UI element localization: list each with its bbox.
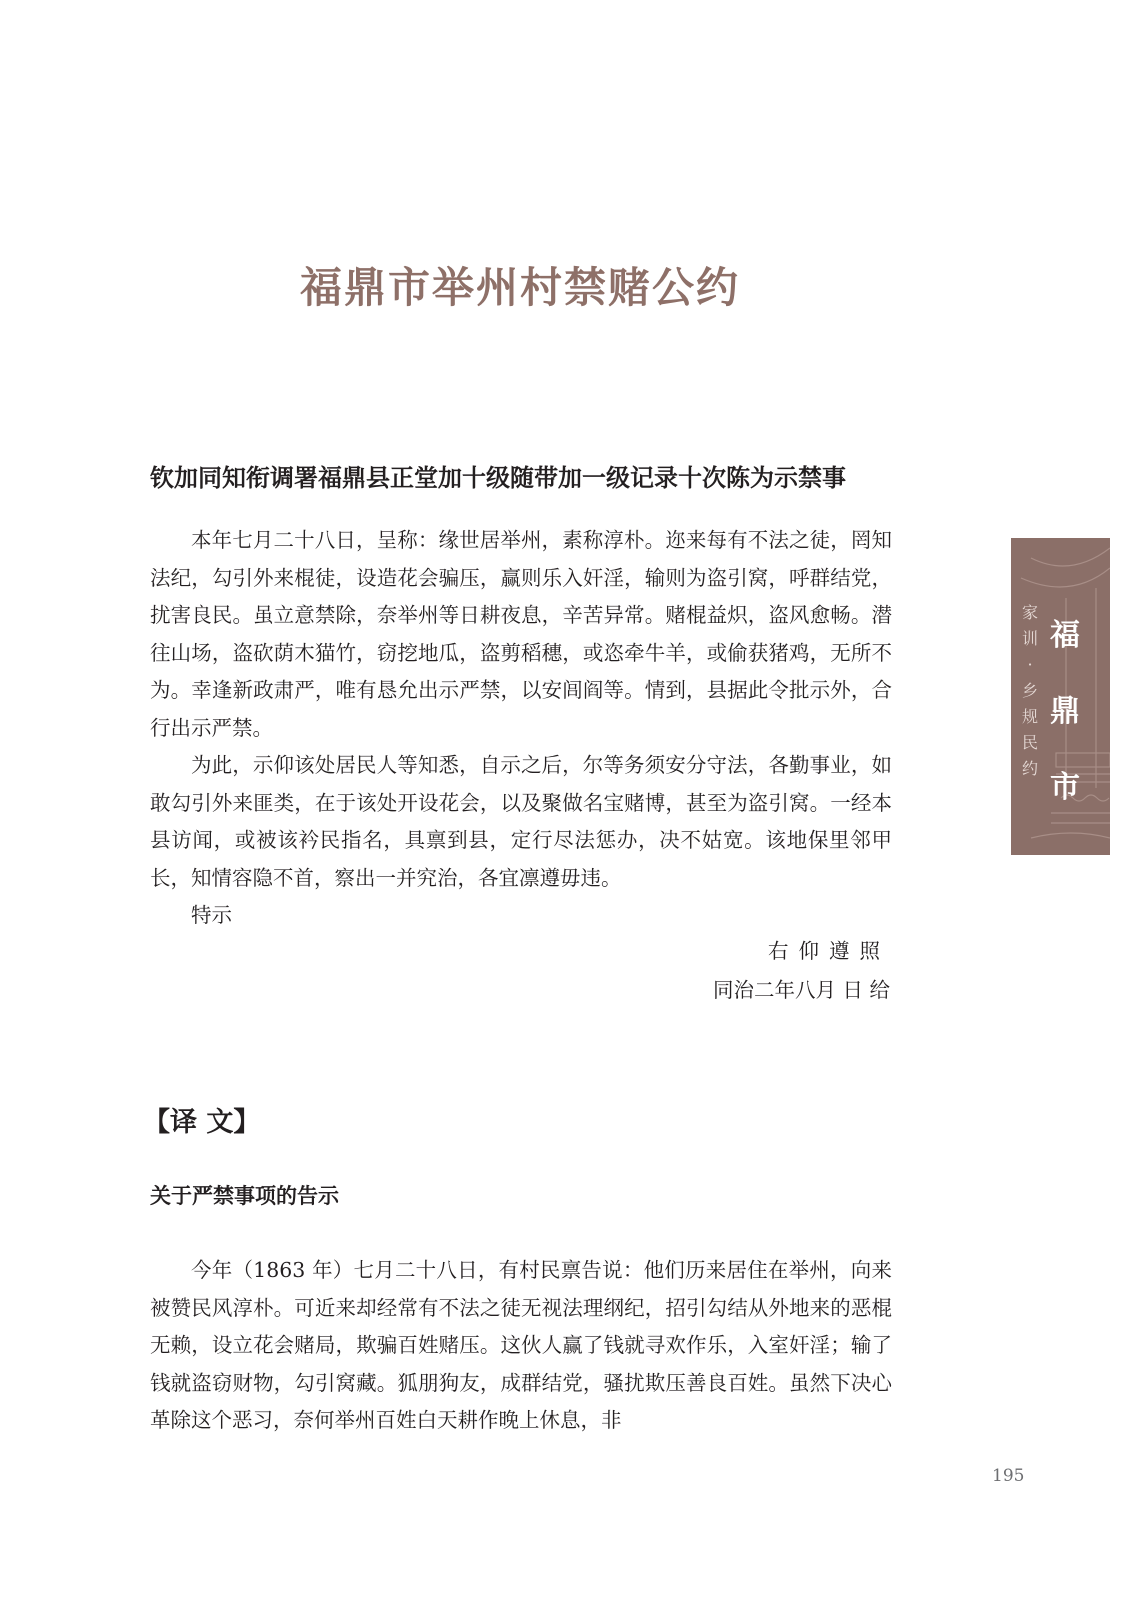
body-paragraph-1: 本年七月二十八日，呈称：缘世居举州，素称淳朴。迩来每有不法之徒，罔知法纪，勾引外来棍徒，设造花会骗压，赢则乐入奸淫，输则为盗引窝，呼群结党，扰害良民。虽立意禁除，奈举州等日耕夜息，辛苦异常。赌棍益炽，盗风愈畅。潜往山场，盗砍荫木猫竹，窃挖地瓜，盗剪稻穗，或恣牵牛羊，或偷获猪鸡，无所不为。幸逢新政肃严，唯有恳允出示严禁，以安闾阎等。情到，县据此令批示外，合行出示严禁。 <box>150 528 892 740</box>
proclamation-heading: 钦加同知衔调署福鼎县正堂加十级随带加一级记录十次陈为示禁事 <box>150 463 846 492</box>
translation-heading: 【译 文】 <box>143 1107 261 1138</box>
translation-paragraph: 今年（1863 年）七月二十八日，有村民禀告说：他们历来居住在举州，向来被赞民风淳朴。可近来却经常有不法之徒无视法理纲纪，招引勾结从外地来的恶棍无赖，设立花会赌局，欺骗百姓赌压。这伙人赢了钱就寻欢作乐，入室奸淫；输了钱就盗窃财物，勾引窝藏。狐朋狗友，成群结党，骚扰欺压善良百姓。虽然下决心革除这个恶习，奈何举州百姓白天耕作晚上休息，非 <box>150 1258 892 1432</box>
series-char: 训 <box>1021 629 1038 648</box>
series-char: 约 <box>1021 759 1038 778</box>
city-name-vertical <box>1045 598 1085 826</box>
chapter-side-tab <box>1011 538 1110 855</box>
body-paragraph-2: 为此，示仰该处居民人等知悉，自示之后，尔等务须安分守法，各勤事业，如敢勾引外来匪类，在于该处开设花会，以及聚做名宝赌博，甚至为盗引窝。一经本县访闻，或被该衿民指名，具禀到县，定行尽法惩办，决不姑宽。该地保里邻甲长，知情容隐不首，察出一并究治，各宜凛遵毋违。 <box>150 753 892 890</box>
series-char: 乡 <box>1021 681 1038 700</box>
translation-body <box>150 1252 892 1440</box>
body-paragraph-3: 特示 <box>191 903 232 927</box>
city-char: 福 <box>1050 618 1080 653</box>
series-name-vertical <box>1019 600 1041 782</box>
translation-title: 关于严禁事项的告示 <box>150 1183 339 1208</box>
signature-line-1: 右仰遵照 <box>768 939 890 963</box>
page-title: 福鼎市举州村禁赌公约 <box>299 263 740 312</box>
series-char: 规 <box>1021 707 1038 726</box>
city-char: 鼎 <box>1050 694 1080 729</box>
series-char: 民 <box>1021 733 1038 752</box>
series-char: 家 <box>1021 603 1038 622</box>
series-char: · <box>1027 655 1033 674</box>
signature-line-2: 同治二年八月 日 给 <box>712 978 890 1002</box>
page-number: 195 <box>992 1466 1025 1486</box>
proclamation-body <box>150 522 892 935</box>
city-char: 市 <box>1050 770 1080 805</box>
